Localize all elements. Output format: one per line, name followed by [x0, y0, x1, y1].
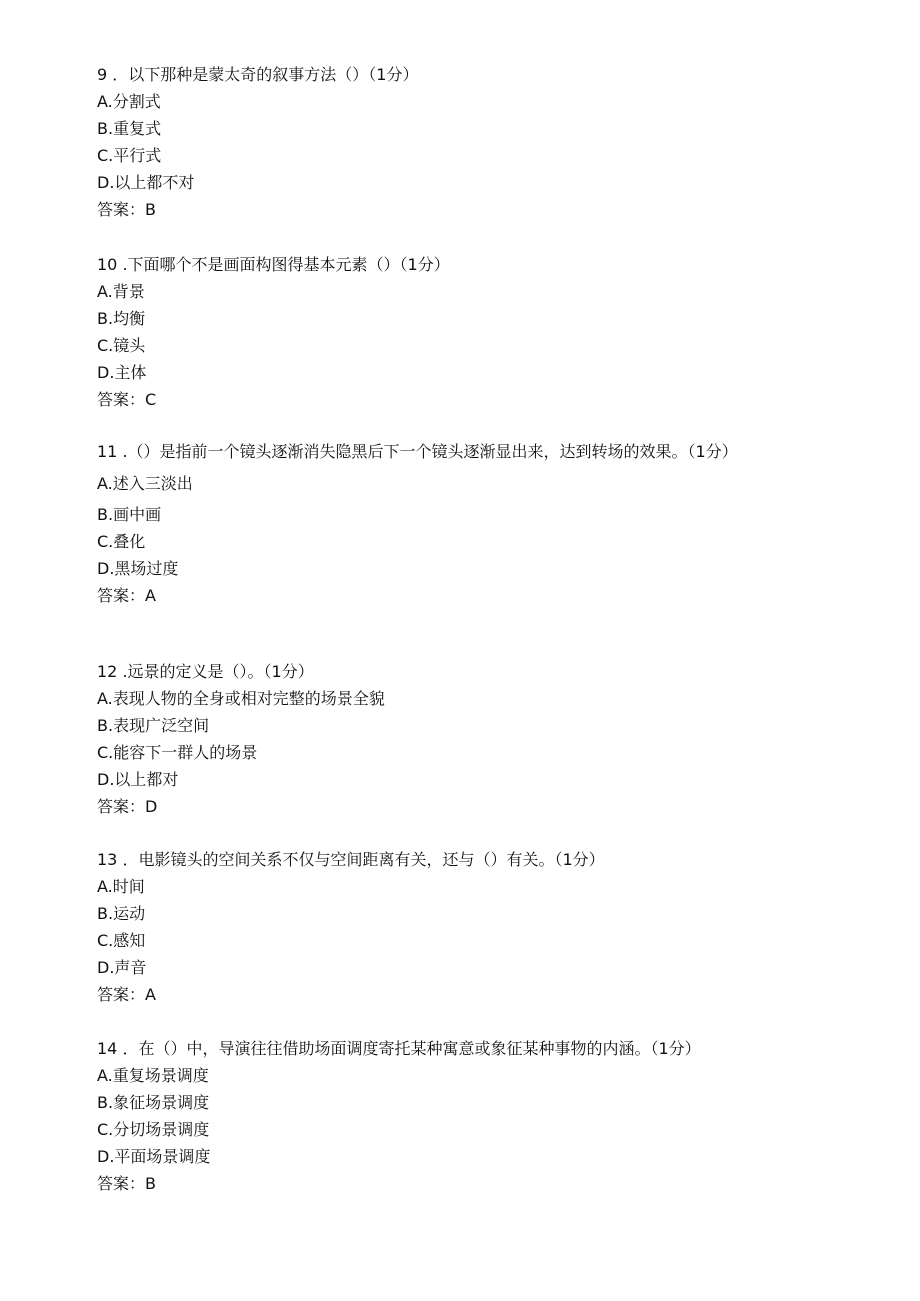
option-a: A.重复场景调度 [97, 1066, 209, 1085]
option-d: D.声音 [97, 958, 147, 977]
option-b: B.运动 [97, 904, 146, 923]
option-c: C.叠化 [97, 532, 146, 551]
option-a: A.述入三淡出 [97, 474, 193, 493]
option-c: C.镜头 [97, 336, 146, 355]
answer: 答案：C [97, 390, 157, 409]
question-14 [97, 1035, 817, 1197]
option-c: C.分切场景调度 [97, 1120, 210, 1139]
option-b: B.象征场景调度 [97, 1093, 210, 1112]
question-stem: 12 .远景的定义是（）。（1分） [97, 662, 314, 681]
answer: 答案：D [97, 797, 158, 816]
question-stem: 9 ．以下那种是蒙太奇的叙事方法（）（1分） [97, 65, 419, 84]
question-10 [97, 251, 817, 413]
option-d: D.主体 [97, 363, 147, 382]
option-b: B.重复式 [97, 119, 162, 138]
option-c: C.能容下一群人的场景 [97, 743, 258, 762]
option-a: A.时间 [97, 877, 145, 896]
option-d: D.平面场景调度 [97, 1147, 211, 1166]
question-stem: 13 ．电影镜头的空间关系不仅与空间距离有关，还与（）有关。（1分） [97, 850, 605, 869]
option-b: B.画中画 [97, 505, 162, 524]
option-a: A.分割式 [97, 92, 161, 111]
question-11 [97, 438, 811, 609]
answer: 答案：B [97, 1174, 156, 1193]
option-d: D.以上都不对 [97, 173, 195, 192]
option-c: C.平行式 [97, 146, 162, 165]
option-b: B.均衡 [97, 309, 146, 328]
answer: 答案：B [97, 200, 156, 219]
question-stem: 14 ．在（）中，导演往往借助场面调度寄托某种寓意或象征某种事物的内涵。（1分） [97, 1039, 701, 1058]
question-stem: 10 .下面哪个不是画面构图得基本元素（）（1分） [97, 255, 450, 274]
question-9 [97, 61, 817, 223]
option-c: C.感知 [97, 931, 146, 950]
option-a: A.表现人物的全身或相对完整的场景全貌 [97, 689, 385, 708]
option-d: D.以上都对 [97, 770, 179, 789]
option-a: A.背景 [97, 282, 145, 301]
answer: 答案：A [97, 586, 156, 605]
question-13 [97, 846, 817, 1008]
option-d: D.黑场过度 [97, 559, 179, 578]
answer: 答案：A [97, 985, 156, 1004]
question-12 [97, 658, 817, 820]
option-b: B.表现广泛空间 [97, 716, 210, 735]
question-stem: 11 .（）是指前一个镜头逐渐消失隐黑后下一个镜头逐渐显出来，达到转场的效果。（1分） [97, 442, 738, 461]
